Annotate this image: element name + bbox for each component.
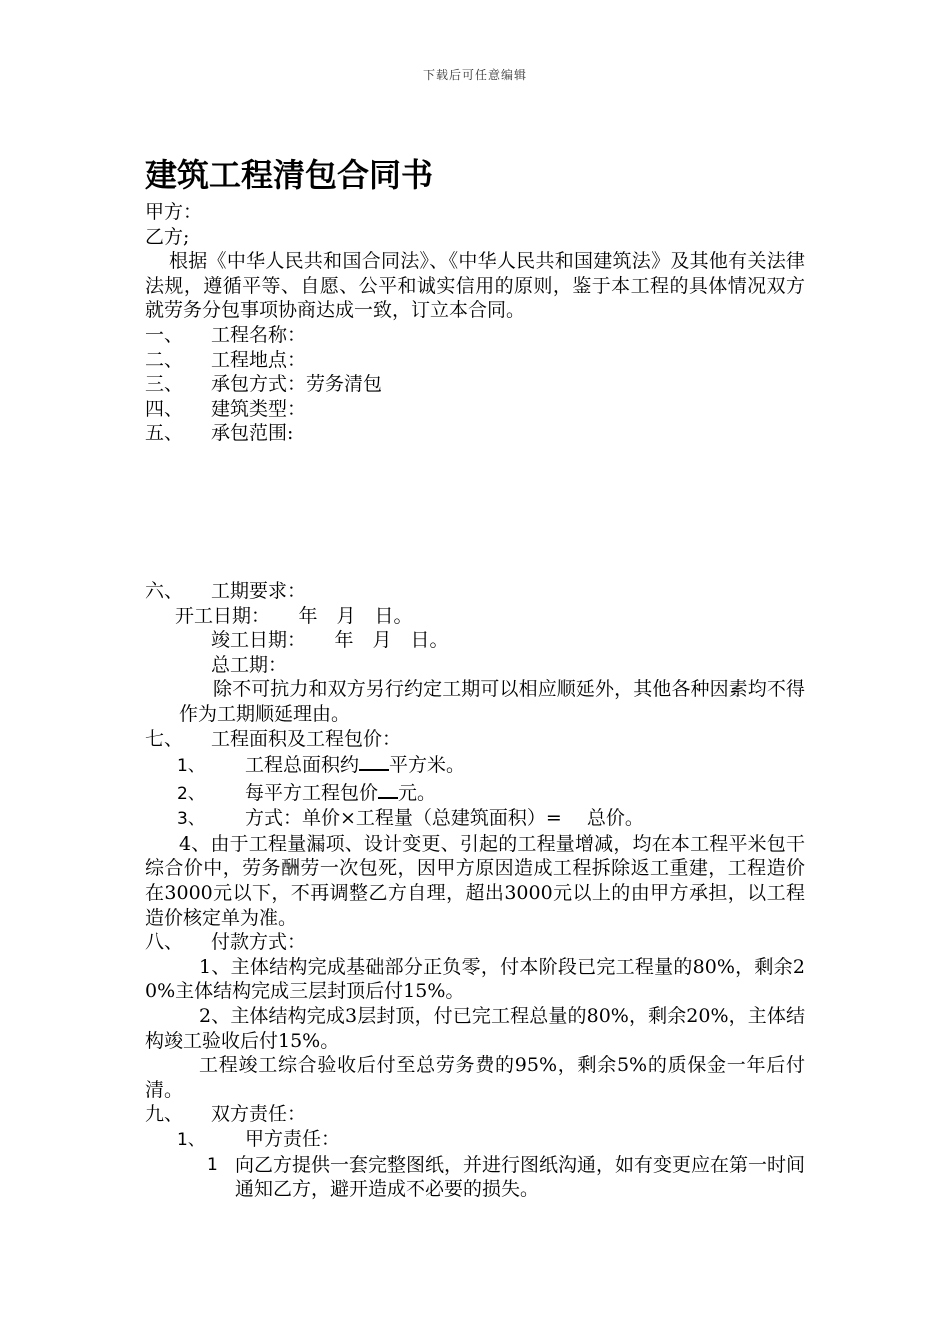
clause-area-price <box>145 727 805 752</box>
area-label: 工程总面积约 <box>245 754 360 777</box>
party-a-line: 甲方： <box>145 201 203 223</box>
unit-price-line <box>145 779 805 807</box>
clause-label: 建筑类型： <box>211 397 307 420</box>
clause-label: 工程地点： <box>211 348 307 371</box>
sub-number: 1、 <box>177 1130 205 1150</box>
end-date-line: 竣工日期： 年 月 日。 <box>211 629 449 652</box>
clause-number: 三、 <box>145 373 184 396</box>
start-date-line: 开工日期： 年 月 日。 <box>175 604 413 627</box>
total-duration-line: 总工期： <box>211 653 288 676</box>
area-line <box>145 751 805 779</box>
sub-number: 3、 <box>177 809 205 830</box>
clause-number: 一、 <box>145 323 184 346</box>
pricing-method-text: 方式：单价×工程量（总建筑面积）= 总价。 <box>245 807 644 830</box>
clause-number: 八、 <box>145 931 184 954</box>
clause-label: 工程面积及工程包价： <box>211 727 402 750</box>
payment-term-2: 2、主体结构完成3层封顶，付已完工程总量的80%，剩余20%，主体结构竣工验收后付15%。 <box>145 1005 805 1052</box>
sub-number: 1、 <box>177 756 205 777</box>
unit-price-unit: 元。 <box>398 781 437 804</box>
item-number: 1 <box>207 1154 218 1175</box>
area-blank <box>359 751 389 771</box>
payment-term-3: 工程竣工综合验收后付至总劳务费的95%，剩余5%的质保金一年后付清。 <box>145 1054 805 1101</box>
clause-number: 二、 <box>145 348 184 371</box>
sub-number: 2、 <box>177 783 205 804</box>
clause-payment <box>145 930 805 955</box>
sub-label: 甲方责任： <box>245 1128 341 1150</box>
quantity-change-paragraph: 4、由于工程量漏项、设计变更、引起的工程量增减，均在本工程平米包干综合价中，劳务酬劳一次包死，因甲方原因造成工程拆除返工重建，工程造价在3000元以下，不再调整乙方自理，超出3000元以上的由甲方承担，以工程造价核定单为准。 <box>145 832 805 929</box>
party-b-line: 乙方; <box>145 225 190 248</box>
scope-blank-area <box>145 446 805 579</box>
clause-label: 承包方式：劳务清包 <box>211 373 383 396</box>
clause-number: 四、 <box>145 397 184 420</box>
clause-contract-method <box>145 372 805 397</box>
clause-label: 双方责任： <box>211 1103 307 1126</box>
clause-number: 五、 <box>145 422 184 445</box>
clause-label: 工程名称： <box>211 323 307 346</box>
clause-schedule <box>145 579 805 604</box>
pricing-method-line <box>145 806 805 832</box>
clause-number: 七、 <box>145 727 184 750</box>
clause-label: 承包范围: <box>211 422 294 445</box>
item-text: 向乙方提供一套完整图纸，并进行图纸沟通，如有变更应在第一时间通知乙方，避开造成不必要的损失。 <box>235 1153 806 1201</box>
clause-project-location <box>145 348 805 373</box>
clause-label: 工期要求： <box>211 579 307 602</box>
clause-building-type <box>145 397 805 422</box>
clause-label: 付款方式： <box>211 931 307 954</box>
preamble-paragraph: 根据《中华人民共和国合同法》、《中华人民共和国建筑法》及其他有关法律法规，遵循平等、自愿、公平和诚实信用的原则，鉴于本工程的具体情况双方就劳务分包事项协商达成一致，订立本合同。 <box>145 250 805 322</box>
clause-contract-scope <box>145 421 805 446</box>
page-header: 下载后可任意编辑 <box>422 68 527 82</box>
document-title: 建筑工程清包合同书 <box>145 156 434 194</box>
payment-term-1: 1、主体结构完成基础部分正负零，付本阶段已完工程量的80%，剩余20%主体结构完成三层封顶后付15%。 <box>145 955 805 1003</box>
clause-project-name <box>145 323 805 348</box>
unit-price-blank <box>378 779 398 799</box>
clause-number: 九、 <box>145 1103 184 1126</box>
area-unit: 平方米。 <box>389 754 466 777</box>
clause-number: 六、 <box>145 579 184 602</box>
party-a-responsibility-heading <box>145 1127 805 1153</box>
clause-responsibilities <box>145 1102 805 1127</box>
schedule-note: 除不可抗力和双方另行约定工期可以相应顺延外，其他各种因素均不得作为工期顺延理由。 <box>179 678 805 725</box>
unit-price-label: 每平方工程包价 <box>245 781 379 804</box>
contract-document <box>145 150 805 1202</box>
responsibility-item-1 <box>145 1153 805 1202</box>
